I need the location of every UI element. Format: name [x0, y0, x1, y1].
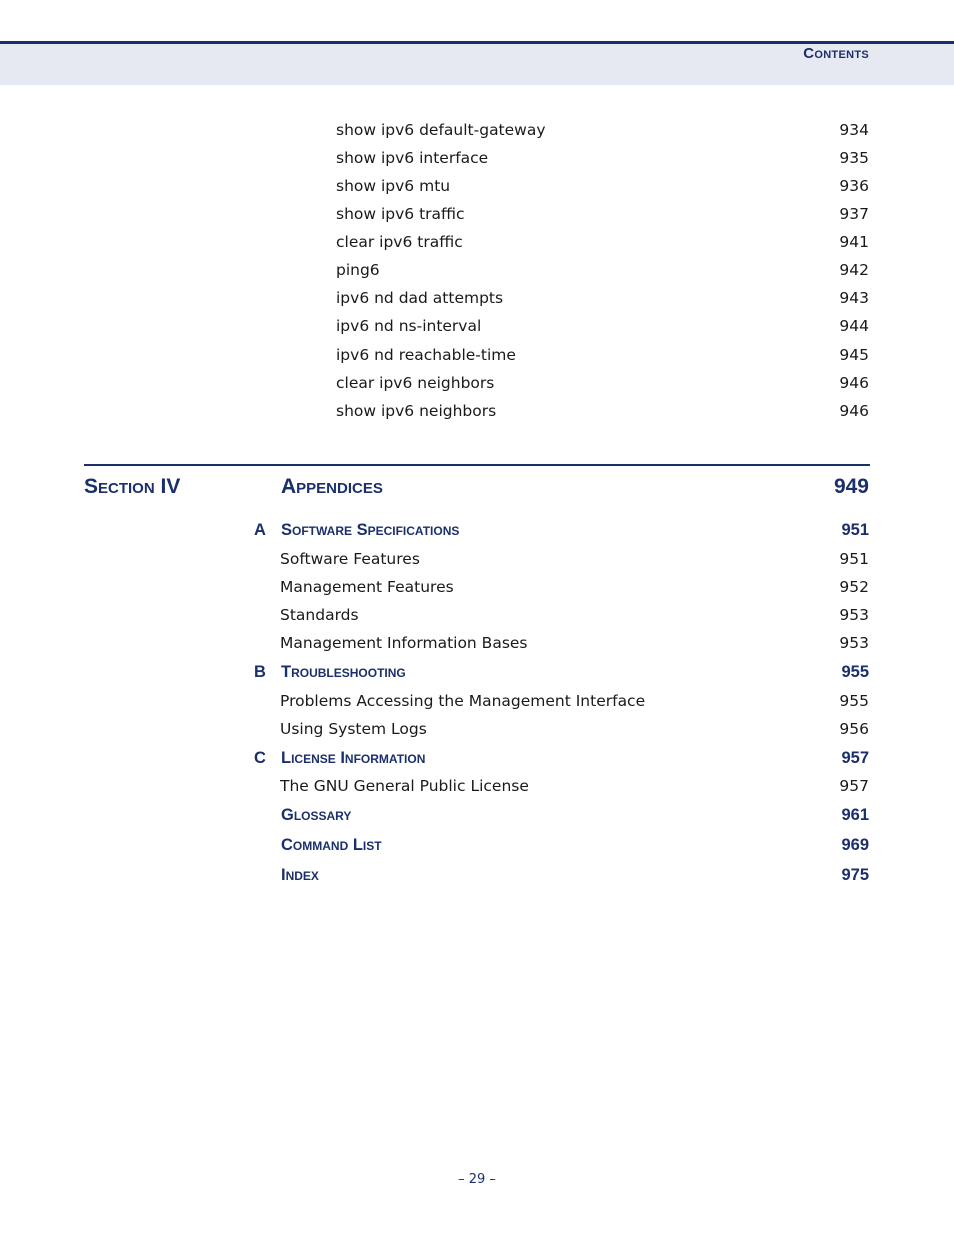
toc-entry-label: ipv6 nd dad attempts [336, 289, 504, 307]
toc-entry[interactable] [0, 632, 954, 654]
running-header-title: Contents [803, 45, 869, 62]
toc-entry-label: clear ipv6 traffic [336, 233, 463, 251]
toc-entry-label: Management Information Bases [280, 634, 528, 652]
toc-entry-page: 952 [839, 578, 869, 596]
toc-entry-page: 936 [839, 177, 869, 195]
toc-entry[interactable] [0, 231, 954, 253]
toc-entry-page: 937 [839, 205, 869, 223]
section-heading[interactable] [0, 473, 954, 501]
toc-entry-page: 944 [839, 317, 869, 335]
toc-entry-label: ipv6 nd reachable-time [336, 346, 516, 364]
toc-entry[interactable] [0, 344, 954, 366]
toc-entry[interactable] [0, 203, 954, 225]
toc-entry-page: 935 [839, 149, 869, 167]
toc-entry-page: 941 [839, 233, 869, 251]
appendix-title: Troubleshooting [281, 663, 406, 681]
toc-entry-label: Management Features [280, 578, 454, 596]
toc-entry-label: Standards [280, 606, 359, 624]
toc-entry-label: show ipv6 traffic [336, 205, 465, 223]
toc-entry[interactable] [0, 690, 954, 712]
toc-entry[interactable] [0, 119, 954, 141]
section-title: Appendices [281, 475, 383, 498]
toc-entry-page: 956 [839, 720, 869, 738]
toc-entry-page: 953 [839, 634, 869, 652]
toc-entry-page: 945 [839, 346, 869, 364]
toc-entry-label: show ipv6 interface [336, 149, 489, 167]
toc-entry[interactable] [0, 400, 954, 422]
command-list-page: 969 [841, 836, 869, 854]
command-list-heading[interactable] [0, 833, 954, 857]
toc-entry-page: 957 [839, 777, 869, 795]
page-number: – 29 – [458, 1172, 496, 1187]
toc-entry-label: clear ipv6 neighbors [336, 374, 495, 392]
toc-entry-page: 942 [839, 261, 869, 279]
appendix-letter: B [254, 663, 266, 681]
appendix-title: Software Specifications [281, 521, 460, 539]
toc-entry[interactable] [0, 287, 954, 309]
toc-entry-label: ipv6 nd ns-interval [336, 317, 482, 335]
appendix-letter: A [254, 521, 266, 539]
toc-entry[interactable] [0, 147, 954, 169]
toc-entry-page: 951 [839, 550, 869, 568]
toc-entry[interactable] [0, 259, 954, 281]
toc-entry[interactable] [0, 548, 954, 570]
toc-entry[interactable] [0, 604, 954, 626]
toc-entry-label: The GNU General Public License [280, 777, 529, 795]
appendix-c-heading[interactable] [0, 746, 954, 770]
glossary-page: 961 [841, 806, 869, 824]
index-heading[interactable] [0, 863, 954, 887]
toc-entry-page: 946 [839, 402, 869, 420]
section-page: 949 [833, 475, 869, 498]
toc-entry-label: Problems Accessing the Management Interface [280, 692, 646, 710]
appendix-letter: C [254, 749, 266, 767]
toc-entry-page: 955 [839, 692, 869, 710]
toc-entry[interactable] [0, 576, 954, 598]
toc-entry-label: show ipv6 default-gateway [336, 121, 546, 139]
appendix-page: 957 [841, 749, 869, 767]
appendix-page: 951 [841, 521, 869, 539]
toc-entry[interactable] [0, 315, 954, 337]
glossary-heading[interactable] [0, 803, 954, 827]
toc-entry[interactable] [0, 775, 954, 797]
toc-entry-page: 943 [839, 289, 869, 307]
toc-entry[interactable] [0, 175, 954, 197]
section-divider [84, 464, 870, 466]
appendix-b-heading[interactable] [0, 660, 954, 684]
appendix-a-heading[interactable] [0, 518, 954, 542]
toc-entry-label: show ipv6 mtu [336, 177, 451, 195]
toc-entry-label: Using System Logs [280, 720, 427, 738]
toc-entry-page: 946 [839, 374, 869, 392]
command-list-title: Command List [281, 836, 382, 854]
section-label: Section IV [84, 475, 181, 498]
toc-entry-page: 934 [839, 121, 869, 139]
appendix-page: 955 [841, 663, 869, 681]
toc-entry-label: ping6 [336, 261, 380, 279]
index-title: Index [281, 866, 319, 884]
toc-entry-page: 953 [839, 606, 869, 624]
toc-entry[interactable] [0, 718, 954, 740]
toc-entry[interactable] [0, 372, 954, 394]
appendix-title: License Information [281, 749, 426, 767]
index-page: 975 [841, 866, 869, 884]
toc-entry-label: show ipv6 neighbors [336, 402, 497, 420]
toc-entry-label: Software Features [280, 550, 420, 568]
glossary-title: Glossary [281, 806, 352, 824]
